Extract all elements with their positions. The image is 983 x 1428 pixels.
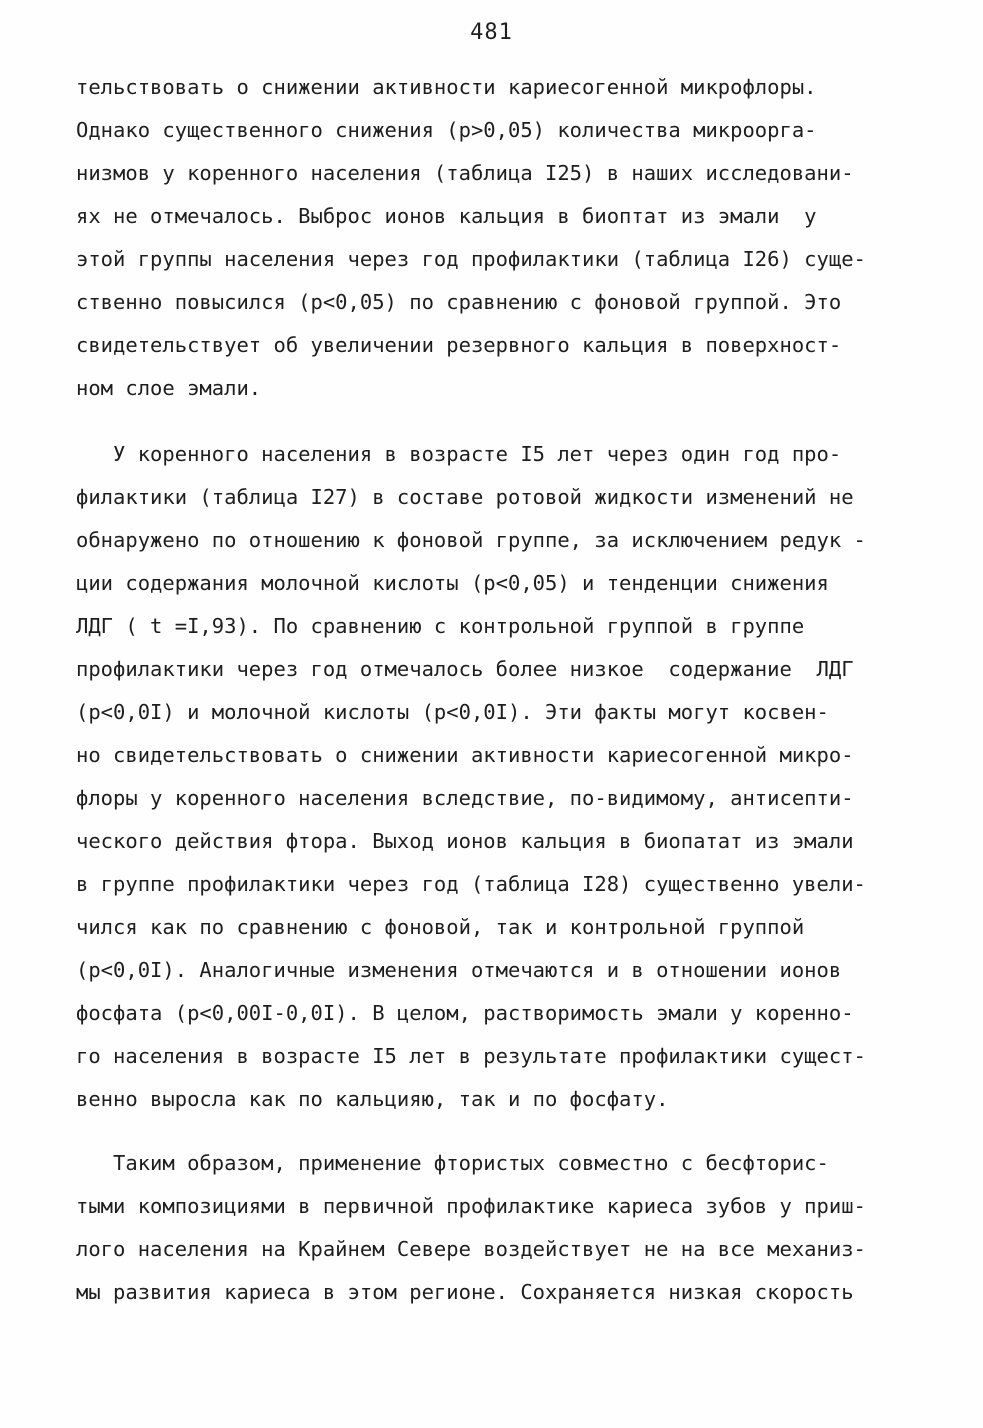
paragraph-gap xyxy=(76,1121,916,1142)
text-line: ственно повысился (р<0,05) по сравнению с фоновой группой. Это xyxy=(76,290,842,314)
page-number: 481 xyxy=(470,20,513,45)
text-line: но свидетельствовать о снижении активности кариесогенной микро- xyxy=(76,743,854,767)
text-line: венно выросла как по кальцияю, так и по фосфату. xyxy=(76,1087,669,1111)
text-line: У коренного населения в возрасте I5 лет через один год про- xyxy=(76,442,842,466)
text-line: Таким образом, применение фтористых совместно с бесфторис- xyxy=(76,1151,829,1175)
text-line: ном слое эмали. xyxy=(76,376,262,400)
text-line: го населения в возрасте I5 лет в результате профилактики сущест- xyxy=(76,1044,866,1068)
paragraph-2 xyxy=(76,433,916,1121)
text-line: (р<0,0I). Аналогичные изменения отмечаются и в отношении ионов xyxy=(76,958,842,982)
paragraph-3 xyxy=(76,1142,916,1314)
text-line: ческого действия фтора. Выход ионов кальция в биопатат из эмали xyxy=(76,829,854,853)
text-line: низмов у коренного населения (таблица I25) в наших исследовани- xyxy=(76,161,854,185)
paragraph-gap xyxy=(76,410,916,433)
text-line: в группе профилактики через год (таблица I28) существенно увели- xyxy=(76,872,866,896)
text-line: Однако существенного снижения (р>0,05) количества микроорга- xyxy=(76,118,817,142)
text-line: филактики (таблица I27) в составе ротовой жидкости изменений не xyxy=(76,485,854,509)
text-line: ЛДГ ( t =I,93). По сравнению с контрольной группой в группе xyxy=(76,614,805,638)
text-line: обнаружено по отношению к фоновой группе, за исключением редук - xyxy=(76,528,866,552)
text-line: ях не отмечалось. Выброс ионов кальция в биоптат из эмали у xyxy=(76,204,817,228)
text-line: фосфата (р<0,00I-0,0I). В целом, растворимость эмали у коренно- xyxy=(76,1001,854,1025)
text-line: флоры у коренного населения вследствие, по-видимому, антисепти- xyxy=(76,786,854,810)
paragraph-1 xyxy=(76,66,916,410)
text-line: чился как по сравнению с фоновой, так и контрольной группой xyxy=(76,915,805,939)
text-line: свидетельствует об увеличении резервного кальция в поверхност- xyxy=(76,333,842,357)
text-line: мы развития кариеса в этом регионе. Сохраняется низкая скорость xyxy=(76,1280,854,1304)
text-line: лого населения на Крайнем Севере воздействует не на все механиз- xyxy=(76,1237,866,1261)
text-line: тельствовать о снижении активности кариесогенной микрофлоры. xyxy=(76,75,817,99)
body-text xyxy=(76,66,916,1314)
text-line: ции содержания молочной кислоты (р<0,05) и тенденции снижения xyxy=(76,571,829,595)
text-line: профилактики через год отмечалось более низкое содержание ЛДГ xyxy=(76,657,854,681)
text-line: этой группы населения через год профилактики (таблица I26) суще- xyxy=(76,247,866,271)
text-line: (р<0,0I) и молочной кислоты (р<0,0I). Эти факты могут косвен- xyxy=(76,700,829,724)
text-line: тыми композициями в первичной профилактике кариеса зубов у приш- xyxy=(76,1194,866,1218)
